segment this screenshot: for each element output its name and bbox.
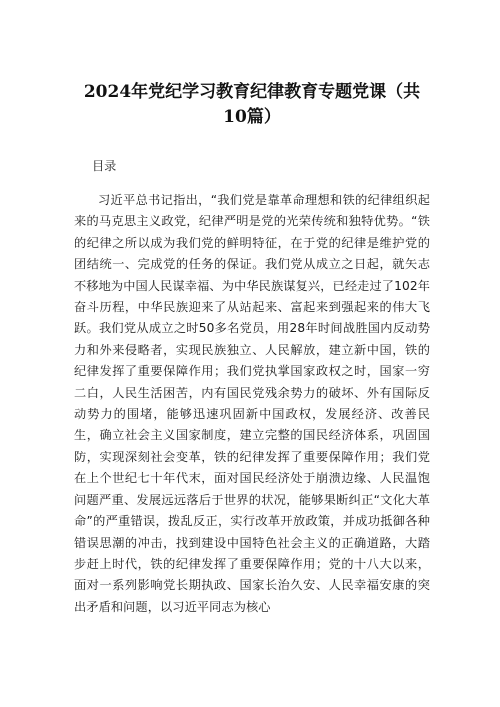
document-title: 2024年党纪学习教育纪律教育专题党课（共10篇）	[83, 82, 421, 127]
toc-heading: 目录	[92, 159, 117, 173]
body-paragraph: 习近平总书记指出，“我们党是靠革命理想和铁的纪律组织起来的马克思主义政党，纪律严明是党的光荣传统和独特优势。“铁的纪律之所以成为我们党的鲜明特征，在于党的纪律是维护党的团结统一、完成党的任务的保证。我们党从成立之日起，就矢志不移地为中国人民谋幸福、为中华民族谋复兴，已经走过了102年奋斗历程，中华民族迎来了从站起来、富起来到强起来的伟大飞跃。我们党从成立之时50多名党员，用28年时间战胜国内反动势力和外来侵略者，实现民族独立、人民解放，建立新中国，铁的纪律发挥了重要保障作用；我们党执掌国家政权之时，国家一穷二白，人民生活困苦，内有国民党残余势力的破坏、外有国际反动势力的围堵，能够迅速巩固新中国政权，发展经济、改善民生，确立社会主义国家制度，建立完整的国民经济体系，巩固国防，实现深刻社会变革，铁的纪律发挥了重要保障作用；我们党在上个世纪七十年代末，面对国民经济处于崩溃边缘、人民温饱问题严重、发展远远落后于世界的状况，能够果断纠正“文化大革命”的严重错误，拨乱反正，实行改革开放政策，并成功抵御各种错误思潮的冲击，找到建设中国特色社会主义的正确道路，大踏步赶上时代，铁的纪律发挥了重要保障作用；党的十八大以来，面对一系列影响党长期执政、国家长治久安、人民幸福安康的突出矛盾和问题，以习近平同志为核心	[74, 193, 430, 614]
